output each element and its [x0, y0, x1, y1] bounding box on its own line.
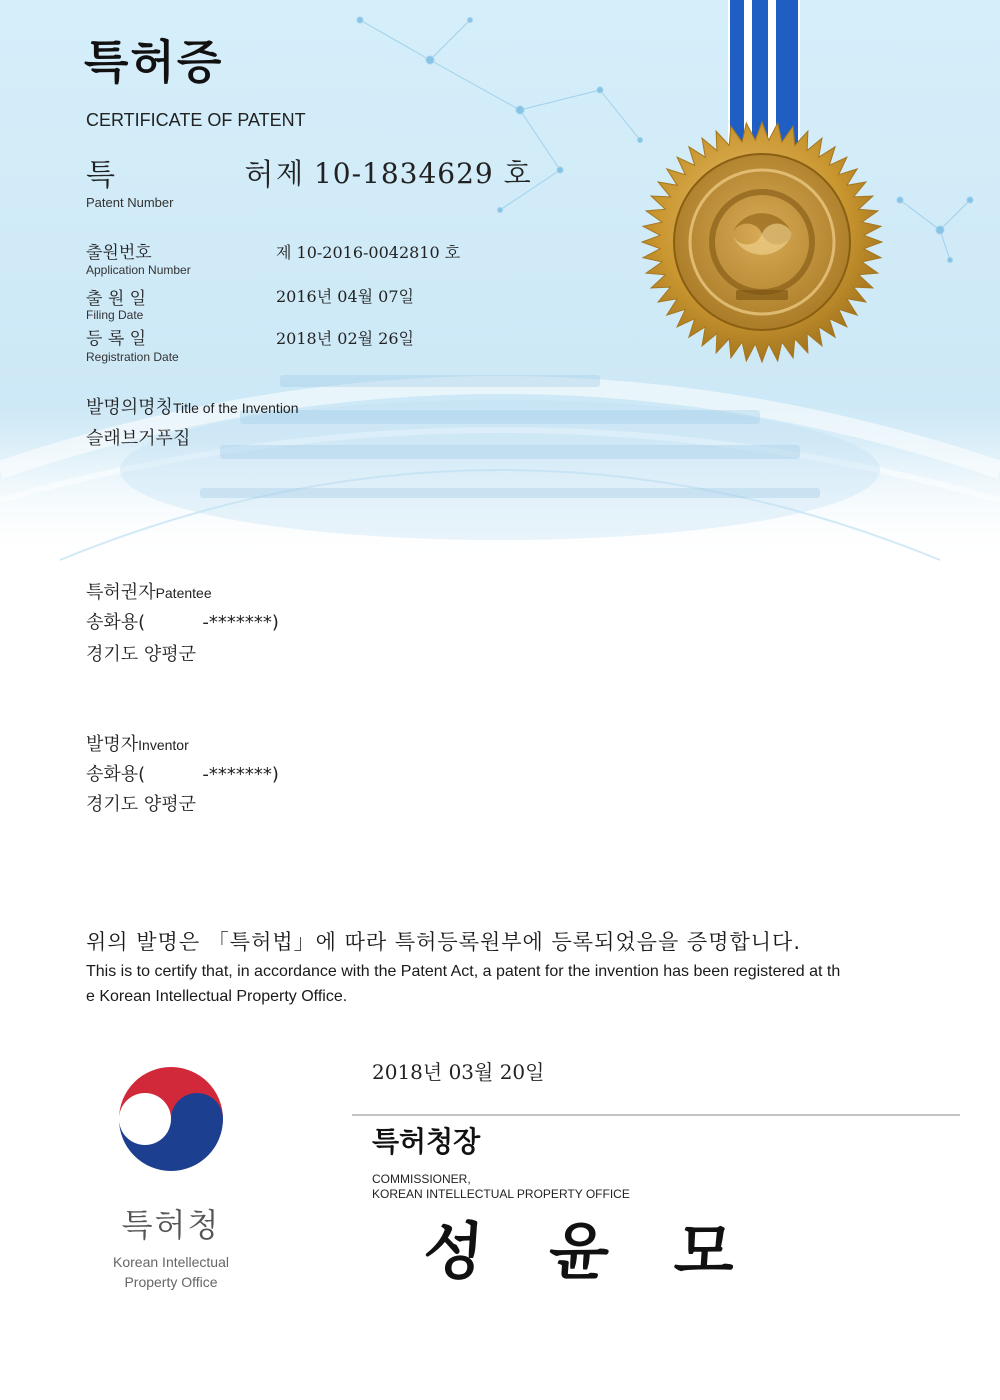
official-gold-seal	[642, 122, 882, 362]
invention-title-value: 슬래브거푸집	[86, 428, 191, 449]
inventor-address: 경기도 양평군	[86, 794, 197, 815]
inventor-label	[86, 730, 189, 756]
certificate-title: 특허증	[84, 35, 224, 89]
patentee-address: 경기도 양평군	[86, 644, 197, 665]
patent-number-label-en: Patent Number	[86, 195, 174, 210]
inventor-label-en: Inventor	[138, 737, 189, 753]
filing-date-label: 출 원 일	[86, 289, 147, 309]
filing-date-value: 2016년 04월 07일	[276, 287, 414, 306]
application-number-label-en: Application Number	[86, 263, 191, 277]
inventor-name: 송화용( -*******)	[86, 764, 279, 785]
kipo-logo-name-en-line1: Korean Intellectual	[113, 1254, 229, 1270]
filing-date-label-en: Filing Date	[86, 308, 144, 322]
invention-title-label-ko: 발명의명칭	[86, 397, 173, 418]
certification-text-en-line2: e Korean Intellectual Property Office.	[86, 988, 348, 1005]
patent-number-label: 특 허	[86, 158, 334, 193]
kipo-logo-name-en-line2: Property Office	[124, 1274, 218, 1290]
application-number-value: 제 10-2016-0042810 호	[276, 243, 461, 262]
inventor-label-ko: 발명자	[86, 734, 139, 755]
certification-text-ko: 위의 발명은 「특허법」에 따라 특허등록원부에 등록되었음을 증명합니다.	[86, 930, 802, 954]
kipo-logo-name-ko: 특허청	[121, 1206, 221, 1244]
patentee-label-ko: 특허권자	[86, 582, 156, 603]
commissioner-title-en-line2: KOREAN INTELLECTUAL PROPERTY OFFICE	[372, 1187, 630, 1201]
commissioner-signature: 성 윤 모	[421, 1215, 760, 1288]
patentee-label-en: Patentee	[155, 585, 212, 601]
patentee-name: 송화용( -*******)	[86, 612, 279, 633]
patent-number-value: 제 10-1834629 호	[276, 157, 532, 190]
application-number-label: 출원번호	[86, 243, 152, 263]
certificate-title-en: CERTIFICATE OF PATENT	[86, 110, 306, 130]
patentee-label	[86, 578, 212, 604]
commissioner-title-en-line1: COMMISSIONER,	[372, 1172, 471, 1186]
commissioner-title: 특허청장	[372, 1125, 481, 1158]
registration-date-label: 등 록 일	[86, 329, 147, 349]
certification-text-en-line1: This is to certify that, in accordance with the Patent Act, a patent for the invention has been registered at th	[86, 963, 841, 980]
registration-date-value: 2018년 02월 26일	[276, 329, 414, 348]
kipo-taegeuk-logo	[119, 1067, 223, 1171]
registration-date-label-en: Registration Date	[86, 350, 179, 364]
invention-title-label-en: Title of the Invention	[172, 400, 299, 416]
invention-title-label	[86, 393, 299, 419]
issue-date: 2018년 03월 20일	[372, 1060, 545, 1084]
